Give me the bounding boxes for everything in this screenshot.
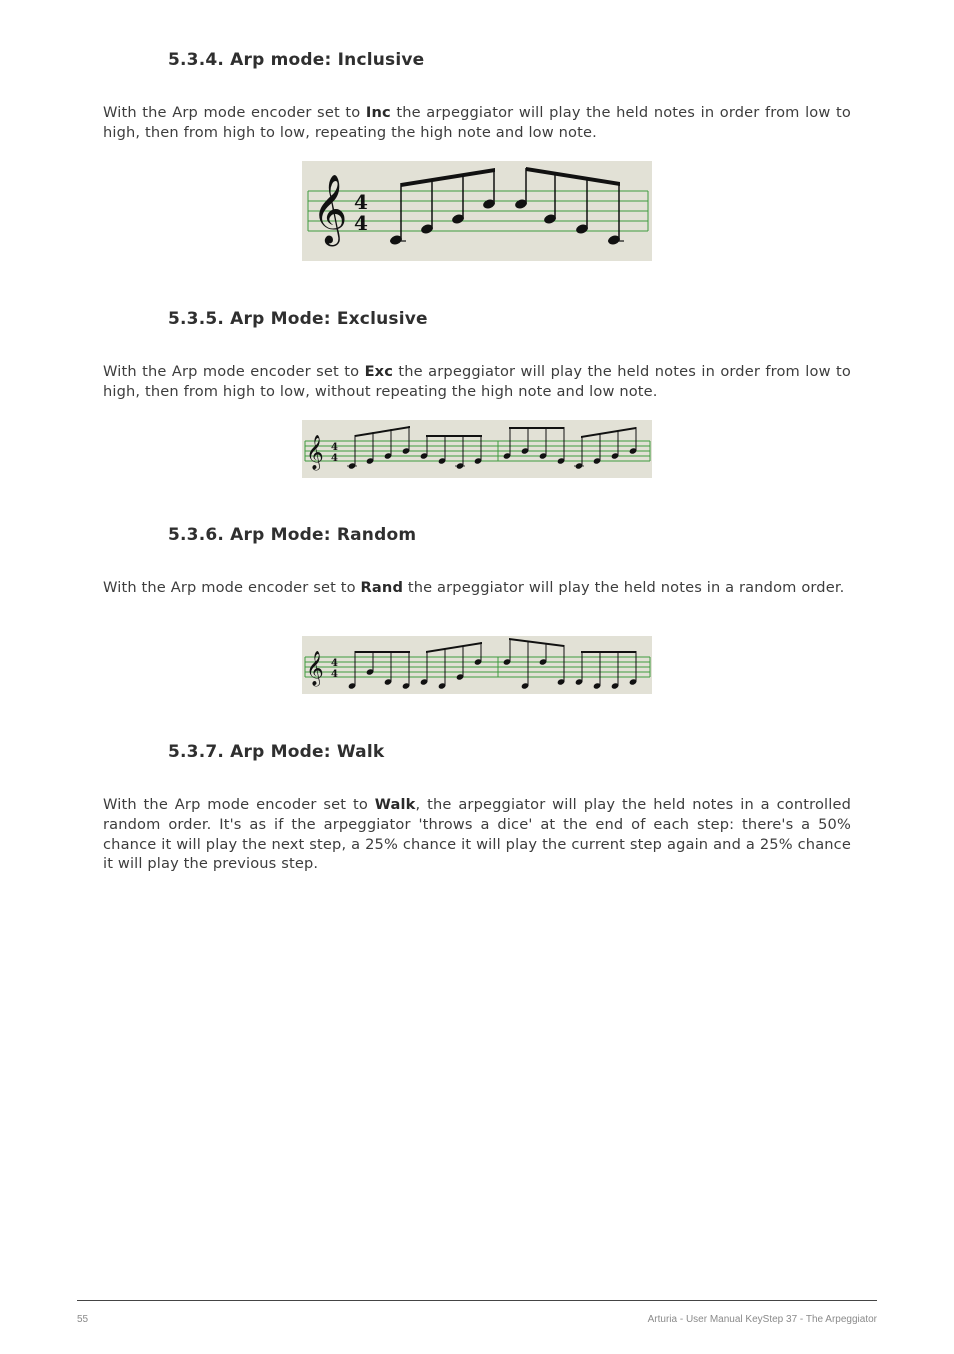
keyword-exc: Exc <box>364 363 394 380</box>
staff-figure-random <box>302 636 652 694</box>
treble-clef-icon: 𝄞 <box>306 435 324 470</box>
notation-inclusive <box>302 161 652 261</box>
section-heading-exclusive: 5.3.5. Arp Mode: Exclusive <box>168 309 428 329</box>
paragraph-random <box>103 578 851 598</box>
staff-figure-exclusive <box>302 420 652 478</box>
keyword-walk: Walk <box>374 796 416 813</box>
paragraph-text: With the Arp mode encoder set to <box>103 363 365 380</box>
page-number: 55 <box>77 1314 89 1325</box>
keyword-rand: Rand <box>360 579 404 596</box>
staff-figure-inclusive <box>302 161 652 261</box>
notation-random <box>302 636 652 694</box>
time-signature-bottom: 4 <box>331 669 338 680</box>
time-signature-top: 4 <box>354 190 368 214</box>
notation-exclusive <box>302 420 652 478</box>
time-signature-top: 4 <box>331 658 338 669</box>
paragraph-inclusive <box>103 103 851 143</box>
paragraph-exclusive <box>103 362 851 402</box>
section-heading-random: 5.3.6. Arp Mode: Random <box>168 525 417 545</box>
section-heading-inclusive: 5.3.4. Arp mode: Inclusive <box>168 50 425 70</box>
paragraph-text: the arpeggiator will play the held notes in a random order. <box>403 579 845 596</box>
time-signature-top: 4 <box>331 442 338 453</box>
time-signature-bottom: 4 <box>331 453 338 464</box>
paragraph-text: With the Arp mode encoder set to <box>103 104 366 121</box>
section-heading-walk: 5.3.7. Arp Mode: Walk <box>168 742 385 762</box>
footer-doc-title: Arturia - User Manual KeyStep 37 - The Arpeggiator <box>647 1314 877 1325</box>
footer-divider <box>77 1300 877 1301</box>
paragraph-text: With the Arp mode encoder set to <box>103 796 375 813</box>
paragraph-text: With the Arp mode encoder set to <box>103 579 361 596</box>
paragraph-walk <box>103 795 851 874</box>
treble-clef-icon: 𝄞 <box>306 651 324 686</box>
keyword-inc: Inc <box>365 104 391 121</box>
paragraph-text: the arpeggiator will play the held notes in order from low to high, then from high to low, repeating the high note and low note. <box>103 104 851 141</box>
time-signature-bottom: 4 <box>354 211 368 235</box>
treble-clef-icon: 𝄞 <box>312 174 348 244</box>
paragraph-text: , the arpeggiator will play the held notes in a controlled random order. It's as if the arpeggiator 'throws a dice' at the end of each step: there's a 50% chance it will play the next step, a 25% chance it will play the current step again and a 25% chance it will play the previous step. <box>103 796 851 873</box>
paragraph-text: the arpeggiator will play the held notes in order from low to high, then from high to low, without repeating the high note and low note. <box>103 363 851 400</box>
